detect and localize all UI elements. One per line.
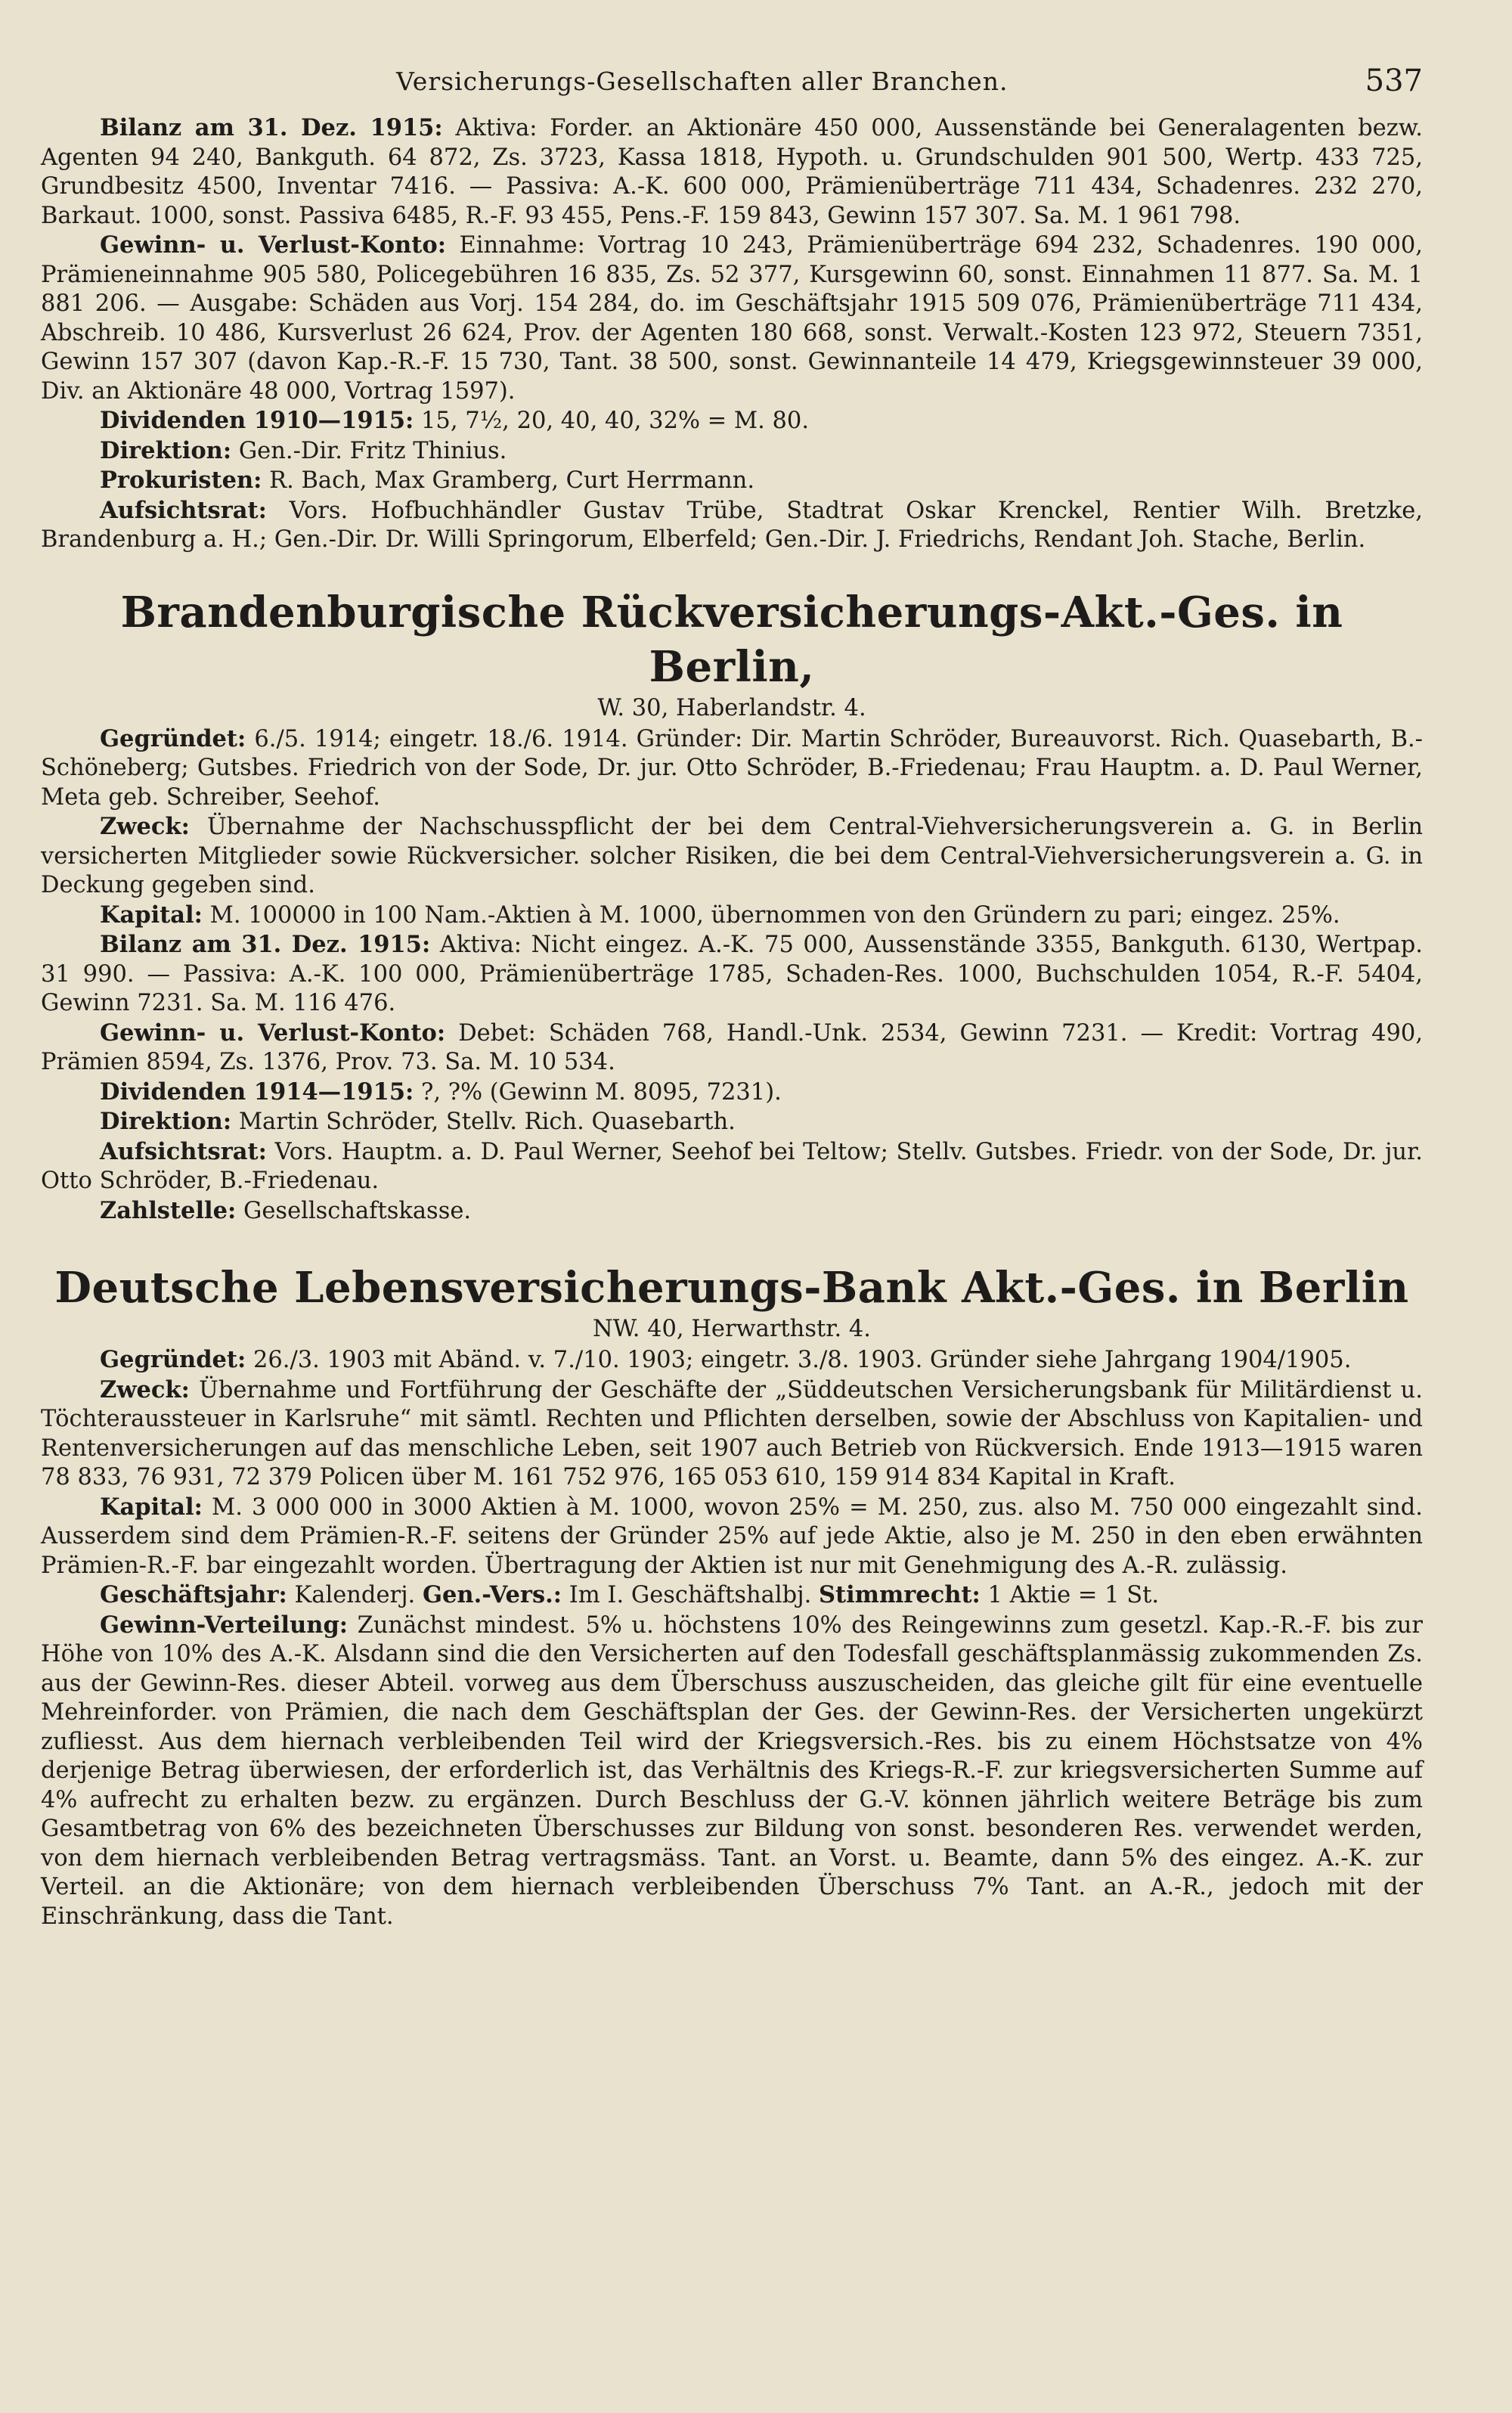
- paragraph-kapital: [41, 1493, 1423, 1581]
- paragraph-aufsichtsrat: [41, 1137, 1423, 1196]
- text: M. 3 000 000 in 3000 Aktien à M. 1000, wovon 25% = M. 250, zus. also M. 750 000 eingezahlt sind. Ausserdem sind dem Prämien-R.-F. seitens der Gründer 25% auf jede Aktie, also je M. 250 in den eben erwähnten Prämien-R.-F. bar eingezahlt worden. Übertragung der Aktien ist nur mit Genehmigung des A.-R. zulässig.: [41, 1493, 1423, 1579]
- label: Gewinn- u. Verlust-Konto:: [100, 231, 446, 259]
- text: Aktiva: Nicht eingez. A.-K. 75 000, Aussenstände 3355, Bankguth. 6130, Wertpap. 31 990. — Passiva: A.-K. 100 000, Prämienüberträge 1785, Schaden-Res. 1000, Buchschulden 1054, R.-F. 5404, Gewinn 7231. Sa. M. 116 476.: [41, 932, 1423, 1016]
- text: M. 100000 in 100 Nam.-Aktien à M. 1000, übernommen von den Gründern zu pari; eingez. 25%.: [209, 901, 1340, 929]
- paragraph-bilanz: [41, 113, 1423, 231]
- text: 6./5. 1914; eingetr. 18./6. 1914. Gründer: Dir. Martin Schröder, Bureauvorst. Rich. Quasebarth, B.-Schöneberg; Gutsbes. Friedrich von der Sode, Dr. jur. Otto Schröder, B.-Friedenau; Frau Hauptm. a. D. Paul Werner, Meta geb. Schreiber, Seehof.: [41, 725, 1423, 811]
- paragraph-bilanz: [41, 930, 1423, 1019]
- label: Kapital:: [100, 1493, 203, 1521]
- label: Kapital:: [100, 901, 203, 929]
- paragraph-dividenden: [41, 1078, 1423, 1108]
- paragraph-direktion: [41, 1107, 1423, 1137]
- label: Dividenden 1910—1915:: [100, 407, 414, 434]
- section-previous-company: [41, 113, 1423, 555]
- text: Martin Schröder, Stellv. Rich. Quasebarth.: [238, 1109, 736, 1135]
- label: Bilanz am 31. Dez. 1915:: [100, 931, 431, 958]
- text-stimmrecht: 1 Aktie = 1 St.: [987, 1582, 1160, 1608]
- text: Vors. Hofbuchhändler Gustav Trübe, Stadtrat Oskar Krenckel, Rentier Wilh. Bretzke, Brandenburg a. H.; Gen.-Dir. Dr. Willi Springorum, Elberfeld; Gen.-Dir. J. Friedrichs, Rendant Joh. Stache, Berlin.: [41, 497, 1424, 553]
- text: Gen.-Dir. Fritz Thinius.: [238, 437, 507, 464]
- section-brandenburgische: [41, 585, 1423, 1227]
- label: Zweck:: [100, 1376, 190, 1403]
- text: Debet: Schäden 768, Handl.-Unk. 2534, Gewinn 7231. — Kredit: Vortrag 490, Prämien 8594, Zs. 1376, Prov. 73. Sa. M. 10 534.: [41, 1019, 1424, 1075]
- text: Gesellschaftskasse.: [243, 1197, 472, 1224]
- text: 15, 7½, 20, 40, 40, 32% = M. 80.: [421, 408, 810, 434]
- text: Kalenderj.: [294, 1582, 416, 1608]
- label: Direktion:: [100, 1108, 232, 1135]
- running-title: Versicherungs-Gesellschaften aller Branchen.: [396, 67, 1009, 96]
- text: Übernahme und Fortführung der Geschäfte der „Süddeutschen Versicherungsbank für Militärdienst u. Töchteraussteuer in Karlsruhe“ mit sämtl. Rechten und Pflichten derselben, sowie der Abschluss von Kapitalien- und Rentenversicherungen auf das menschliche Leben, seit 1907 auch Betrieb von Rückversich. Ende 1913—1915 waren 78 833, 76 931, 72 379 Policen über M. 161 752 976, 165 053 610, 159 914 834 Kapital in Kraft.: [41, 1376, 1423, 1490]
- paragraph-zweck: [41, 812, 1423, 901]
- paragraph-gewinn-verlust: [41, 1019, 1423, 1078]
- label: Geschäftsjahr:: [100, 1581, 287, 1608]
- text-gen-vers: Im I. Geschäftshalbj.: [569, 1582, 812, 1608]
- label: Zahlstelle:: [100, 1196, 237, 1224]
- paragraph-dividenden: [41, 406, 1423, 436]
- text: Übernahme der Nachschusspflicht der bei dem Central-Viehversicherungsverein a. G. in Berlin versicherten Mitglieder sowie Rückversicher. solcher Risiken, die bei dem Central-Viehversicherungsverein a. G. in Deckung gegeben sind.: [41, 814, 1423, 898]
- label: Bilanz am 31. Dez. 1915:: [100, 114, 443, 141]
- text: Einnahme: Vortrag 10 243, Prämienüberträge 694 232, Schadenres. 190 000, Prämieneinnahme 905 580, Policegebühren 16 835, Zs. 52 377, Kursgewinn 60, sonst. Einnahmen 11 877. Sa. M. 1 881 206. — Ausgabe: Schäden aus Vorj. 154 284, do. im Geschäftsjahr 1915 509 076, Prämienüberträge 711 434, Abschreib. 10 486, Kursverlust 26 624, Prov. der Agenten 180 668, sonst. Verwalt.-Kosten 123 972, Steuern 7351, Gewinn 157 307 (davon Kap.-R.-F. 15 730, Tant. 38 500, sonst. Gewinnanteile 14 479, Kriegsgewinnsteuer 39 000, Div. an Aktionäre 48 000, Vortrag 1597).: [41, 232, 1423, 405]
- label: Gewinn-Verteilung:: [100, 1611, 349, 1639]
- label: Dividenden 1914—1915:: [100, 1078, 414, 1106]
- company-address: NW. 40, Herwarthstr. 4.: [593, 1316, 871, 1342]
- paragraph-gegruendet: [41, 1345, 1423, 1376]
- label: Zweck:: [100, 813, 190, 840]
- paragraph-geschaeftsjahr: [41, 1580, 1423, 1611]
- company-title: Brandenburgische Rückversicherungs-Akt.-Ges. in Berlin,: [120, 587, 1343, 692]
- text: 26./3. 1903 mit Abänd. v. 7./10. 1903; eingetr. 3./8. 1903. Gründer siehe Jahrgang 1904/1905.: [253, 1347, 1352, 1373]
- paragraph-zahlstelle: [41, 1196, 1423, 1227]
- label: Prokuristen:: [100, 467, 262, 494]
- label-gen-vers: Gen.-Vers.:: [422, 1581, 562, 1608]
- page-number: 537: [1365, 64, 1423, 98]
- label: Direktion:: [100, 436, 232, 464]
- company-title: Deutsche Lebensversicherungs-Bank Akt.-Ges. in Berlin: [54, 1263, 1409, 1313]
- paragraph-kapital: [41, 901, 1423, 931]
- paragraph-gegruendet: [41, 724, 1423, 813]
- text: ?, ?% (Gewinn M. 8095, 7231).: [421, 1078, 782, 1106]
- label: Aufsichtsrat:: [100, 1137, 267, 1165]
- company-address: W. 30, Haberlandstr. 4.: [597, 694, 866, 721]
- running-head: [41, 53, 1423, 113]
- label: Gegründet:: [100, 1346, 246, 1373]
- label: Aufsichtsrat:: [100, 496, 267, 524]
- paragraph-gewinn-verteilung: [41, 1611, 1423, 1932]
- paragraph-direktion: [41, 436, 1423, 467]
- text: Vors. Hauptm. a. D. Paul Werner, Seehof bei Teltow; Stellv. Gutsbes. Friedr. von der Sode, Dr. jur. Otto Schröder, B.-Friedenau.: [41, 1138, 1424, 1194]
- paragraph-prokuristen: [41, 466, 1423, 496]
- paragraph-zweck: [41, 1376, 1423, 1493]
- text: Aktiva: Forder. an Aktionäre 450 000, Aussenstände bei Generalagenten bezw. Agenten 94 240, Bankguth. 64 872, Zs. 3723, Kassa 1818, Hypoth. u. Grundschulden 901 500, Wertp. 433 725, Grundbesitz 4500, Inventar 7416. — Passiva: A.-K. 600 000, Prämienüberträge 711 434, Schadenres. 232 270, Barkaut. 1000, sonst. Passiva 6485, R.-F. 93 455, Pens.-F. 159 843, Gewinn 157 307. Sa. M. 1 961 798.: [41, 115, 1423, 229]
- text: Zunächst mindest. 5% u. höchstens 10% des Reingewinns zum gesetzl. Kap.-R.-F. bis zur Höhe von 10% des A.-K. Alsdann sind die den Versicherten auf den Todesfall geschäftsplanmässig zukommenden Zs. aus der Gewinn-Res. dieser Abteil. vorweg aus dem Überschuss auszuscheiden, das gleiche gilt für eine eventuelle Mehreinforder. von Prämien, die nach dem Geschäftsplan der Ges. der Gewinn-Res. der Versicherten ungekürzt zufliesst. Aus dem hiernach verbleibenden Teil wird der Kriegsversich.-Res. bis zu einem Höchstsatze von 4% derjenige Betrag überwiesen, der erforderlich ist, das Verhältnis des Kriegs-R.-F. zur kriegsversicherten Summe auf 4% aufrecht zu erhalten bezw. zu ergänzen. Durch Beschluss der G.-V. können jährlich weitere Beträge bis zum Gesamtbetrag von 6% des bezeichneten Überschusses zur Bildung von sonst. besonderen Res. verwendet werden, von dem hiernach verbleibenden Betrag vertragsmäss. Tant. an Vorst. u. Beamte, dann 5% des eingez. A.-K. zur Verteil. an die Aktionäre; von dem hiernach verbleibenden Überschuss 7% Tant. an A.-R., jedoch mit der Einschränkung, dass die Tant.: [41, 1611, 1423, 1930]
- paragraph-gewinn-verlust: [41, 231, 1423, 406]
- label-stimmrecht: Stimmrecht:: [818, 1581, 981, 1608]
- label: Gegründet:: [100, 724, 246, 752]
- text: R. Bach, Max Gramberg, Curt Herrmann.: [269, 467, 755, 494]
- section-deutsche-lebensversicherungs-bank: [41, 1261, 1423, 1931]
- label: Gewinn- u. Verlust-Konto:: [100, 1019, 446, 1047]
- paragraph-aufsichtsrat: [41, 496, 1423, 555]
